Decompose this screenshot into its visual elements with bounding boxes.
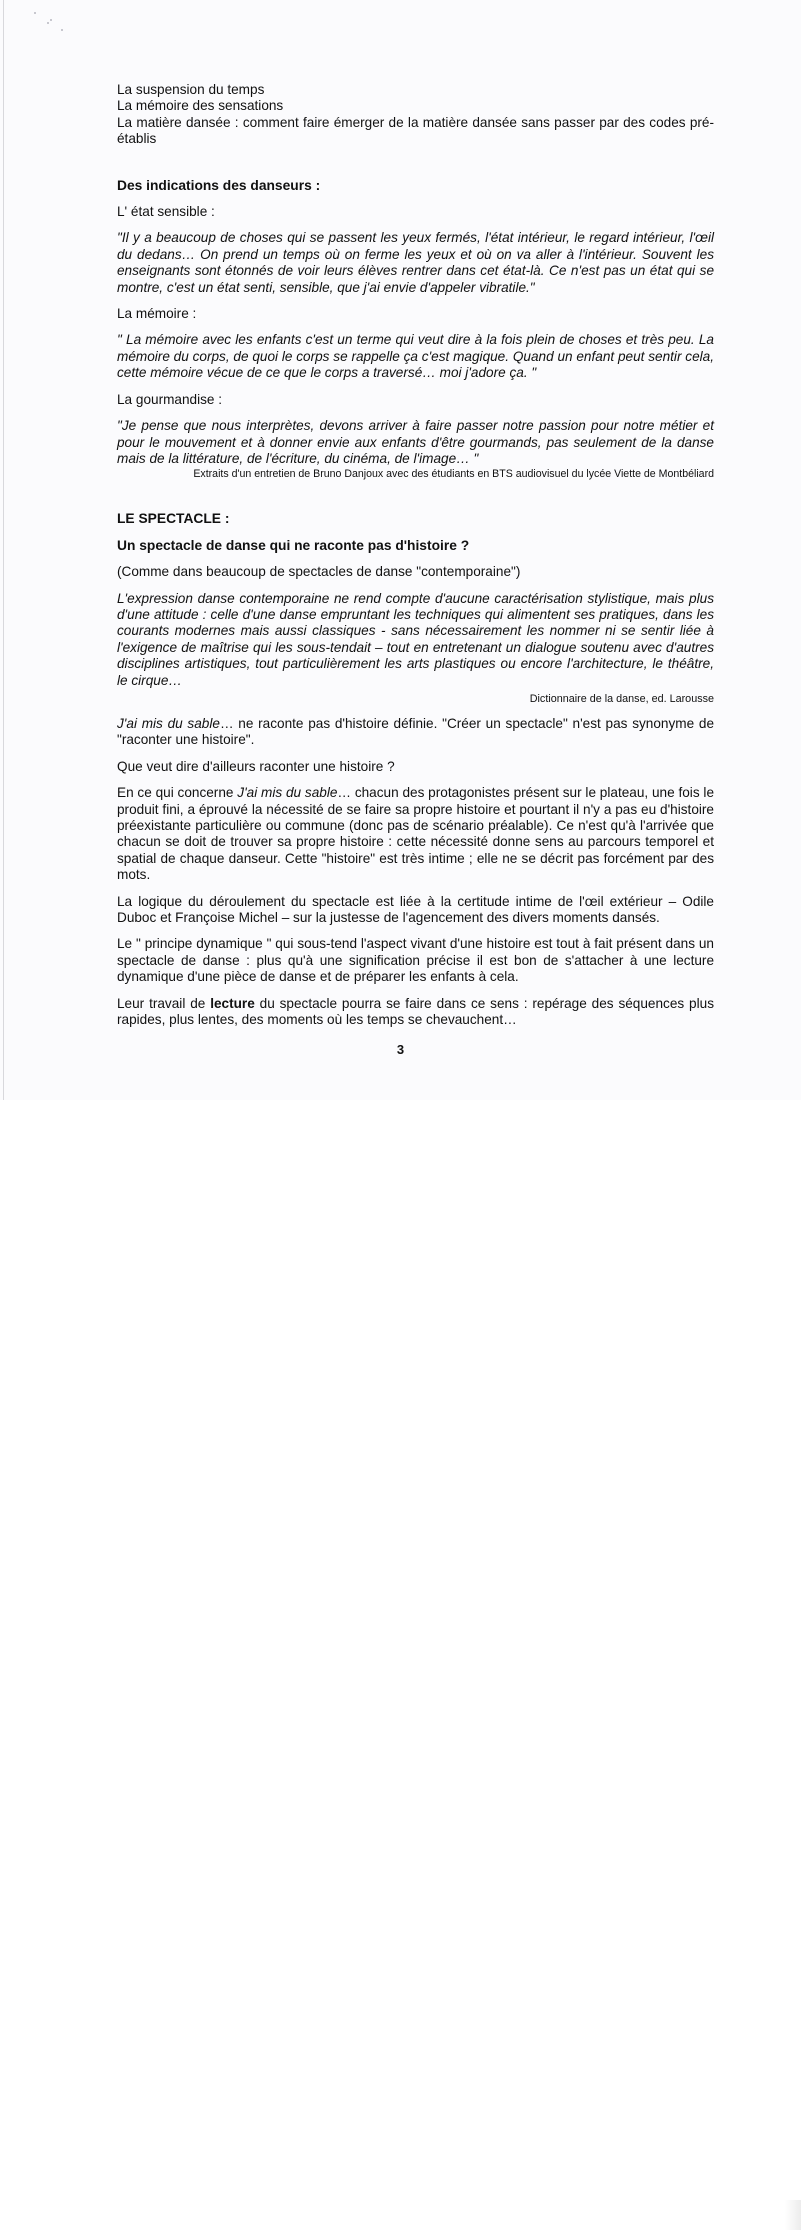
speck [47, 22, 49, 24]
work-title: J'ai mis du sable [117, 715, 220, 731]
interview-caption: Extraits d'un entretien de Bruno Danjoux avec des étudiants en BTS audiovisuel du lycée Viette de Montbéliard [193, 468, 714, 481]
dancers-item-label: L' état sensible : [117, 204, 215, 220]
paragraph-1 [117, 716, 714, 749]
speck [50, 19, 52, 21]
intro-item: La mémoire des sensations [117, 98, 284, 114]
paragraph-text: En ce qui concerne [117, 785, 238, 801]
speck [61, 29, 63, 31]
paragraph-3 [117, 785, 714, 883]
speck [34, 12, 36, 14]
dancers-item-quote: "Il y a beaucoup de choses qui se passent les yeux fermés, l'état intérieur, le regard intérieur, l'œil du dedans… On prend un temps où on ferme les yeux et où on va aller à l'intérieur. Souvent les enseignants sont étonnés de voir leurs élèves rentrer dans cet état-là. Ce n'est pas un état qui se montre, c'est un état senti, sensible, que j'ai envie d'appeler vibratile." [117, 230, 714, 295]
paragraph-text: du spectacle pourra se faire dans ce sens : repérage des séquences plus rapides, plus lentes, des moments où les temps se chevauchent… [117, 995, 714, 1028]
page-number: 3 [396, 1042, 405, 1057]
document-body [117, 82, 714, 1028]
scan-shadow [785, 2200, 801, 2230]
paragraph-5: Le " principe dynamique " qui sous-tend l'aspect vivant d'une histoire est tout à fait présent dans un spectacle de danse : plus qu'à une signification précise il est bon de s'attacher à une lecture dynamique d'une pièce de danse et de préparer les enfants à cela. [117, 936, 714, 985]
paragraph-4: La logique du déroulement du spectacle est liée à la certitude intime de l'œil extérieur – Odile Duboc et Françoise Michel – sur la justesse de l'agencement des divers moments dansés. [117, 893, 714, 926]
scan-left-edge [3, 0, 4, 1100]
spectacle-subheading: Un spectacle de danse qui ne raconte pas d'histoire ? [117, 537, 470, 553]
dancers-item-label: La gourmandise : [117, 391, 223, 407]
dancers-item-label: La mémoire : [117, 306, 197, 322]
dancers-item-quote: " La mémoire avec les enfants c'est un terme qui veut dire à la fois plein de choses et très peu. La mémoire du corps, de quoi le corps se rappelle ça c'est magique. Quand un enfant peut sentir cela, cette mémoire vécue de ce que le corps a traversé… moi j'adore ça. " [117, 332, 714, 381]
work-title: J'ai mis du sable [237, 785, 338, 801]
dancers-heading: Des indications des danseurs : [117, 177, 321, 193]
paragraph-6 [117, 996, 714, 1029]
definition-quote: L'expression danse contemporaine ne rend compte d'aucune caractérisation stylistique, mais plus d'une attitude : celle d'une danse empruntant les techniques qui alimentent ses pratiques, dans les courants modernes mais aussi classiques - sans nécessairement les nommer ni se sentir liée à l'exigence de maîtrise qui les sous-tendait – tout en entretenant un dialogue soutenu avec d'autres disciplines artistiques, tout particulièrement les arts plastiques ou encore l'architecture, le théâtre, le cirque… [117, 590, 714, 688]
paragraph-text: Leur travail de [117, 995, 211, 1011]
scan-specks [34, 12, 74, 34]
paragraph-2: Que veut dire d'ailleurs raconter une histoire ? [117, 758, 395, 774]
intro-item: La suspension du temps [117, 82, 265, 97]
scan-bottom-margin [0, 1100, 801, 1130]
emphasis-lecture: lecture [210, 995, 255, 1011]
intro-list [117, 82, 714, 148]
spectacle-note: (Comme dans beaucoup de spectacles de danse "contemporaine") [117, 564, 521, 580]
dancers-item-quote: "Je pense que nous interprètes, devons arriver à faire passer notre passion pour notre métier et pour le mouvement et à donner envie aux enfants d'être gourmands, pas seulement de la danse mais de la littérature, de l'écriture, du cinéma, de l'image… " [117, 418, 714, 466]
scanned-page [0, 0, 801, 1100]
paragraph-text: … chacun des protagonistes présent sur le plateau, une fois le produit fini, a éprouvé la nécessité de se faire sa propre histoire et pourtant il n'y a pas eu d'histoire préexistante particulière ou commune (donc pas de scénario préalable). Ce n'est qu'à l'arrivée que chacun se doit de trouver sa propre histoire : cette nécessité donne sens au parcours temporel et spatial de chaque danseur. Cette "histoire" est très intime ; elle ne se décrit pas forcément par des mots. [117, 785, 715, 883]
paragraph-text: … ne raconte pas d'histoire définie. "Créer un spectacle" n'est pas synonyme de "raconter une histoire". [117, 715, 715, 748]
intro-item: La matière dansée : comment faire émerger de la matière dansée sans passer par des codes pré-établis [117, 114, 714, 147]
definition-source: Dictionnaire de la danse, ed. Larousse [529, 692, 714, 705]
spectacle-heading: LE SPECTACLE : [117, 511, 230, 527]
